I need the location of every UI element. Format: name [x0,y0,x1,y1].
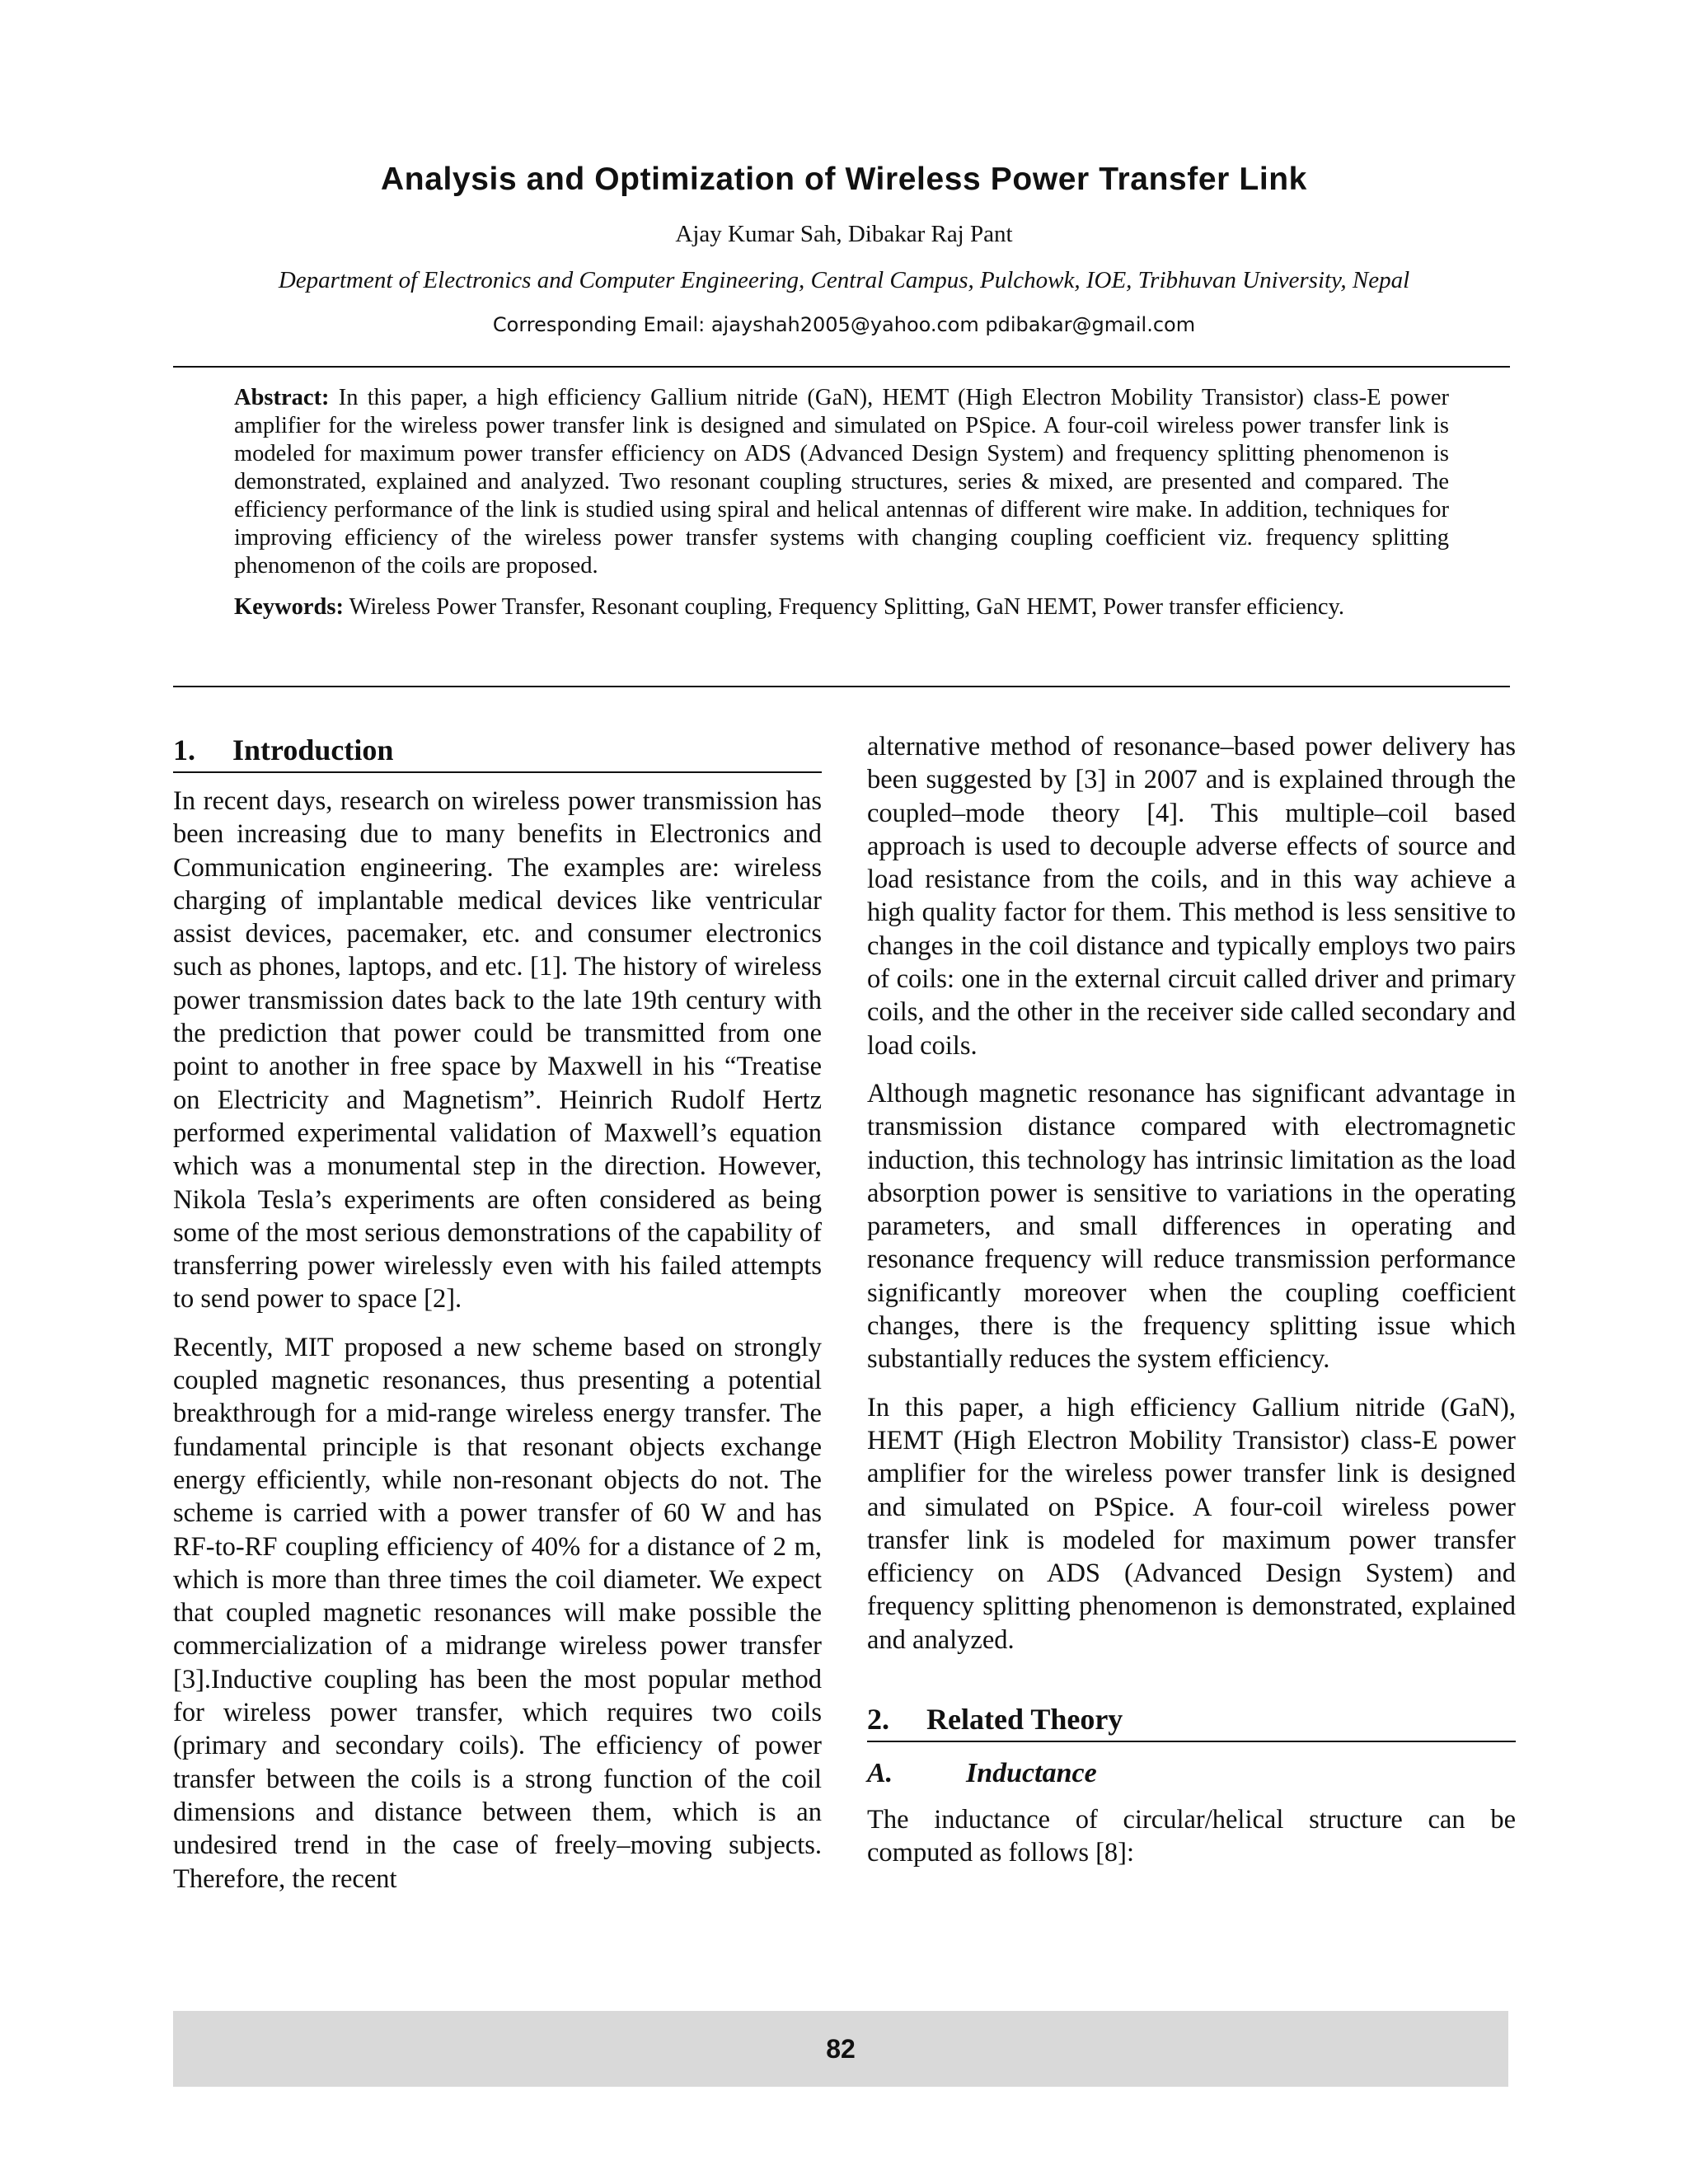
paragraph: In this paper, a high efficiency Gallium nitride (GaN), HEMT (High Electron Mobility Transistor) class-E power amplifier for the wireless power transfer link is designed and simulated on PSpice. A four-coil wireless power transfer link is modeled for maximum power transfer efficiency on ADS (Advanced Design System) and frequency splitting phenomenon is demonstrated, explained and analyzed. [867,1392,1516,1655]
subsection-heading-inductance [867,1755,1516,1792]
paper-title: Analysis and Optimization of Wireless Power Transfer Link [381,162,1307,197]
abstract-bottom-rule [173,686,1510,687]
section-number: 1. [173,733,195,766]
keywords-paragraph [234,593,1449,621]
left-column [173,732,822,1910]
right-column [867,730,1516,1885]
abstract-text: In this paper, a high efficiency Gallium nitride (GaN), HEMT (High Electron Mobility Transistor) class-E power amplifier for the wireless power transfer link is designed and simulated on PSpice. A four-coil wireless power transfer link is modeled for maximum power transfer efficiency on ADS (Advanced Design System) and frequency splitting phenomenon is demonstrated, explained and analyzed. Two resonant coupling structures, series & mixed, are presented and compared. The efficiency performance of the link is studied using spiral and helical antennas of different wire make. In addition, techniques for improving efficiency of the wireless power transfer systems with changing coupling coefficient viz. frequency splitting phenomenon of the coils are proposed. [234,385,1449,579]
keywords-text: Wireless Power Transfer, Resonant coupling, Frequency Splitting, GaN HEMT, Power transfer efficiency. [349,594,1344,620]
abstract-top-rule [173,366,1510,368]
author-list: Ajay Kumar Sah, Dibakar Raj Pant [675,221,1013,247]
abstract-label: Abstract: [234,385,330,410]
paragraph: In recent days, research on wireless power transmission has been increasing due to many benefits in Electronics and Communication engineering. The examples are: wireless charging of implantable medical devices like ventricular assist devices, pacemaker, etc. and consumer electronics such as phones, laptops, and etc. [1]. The history of wireless power transmission dates back to the late 19th century with the prediction that power could be transmitted from one point to another in free space by Maxwell in his “Treatise on Electricity and Magnetism”. Heinrich Rudolf Hertz performed experimental validation of Maxwell’s equation which was a monumental step in the direction. However, Nikola Tesla’s experiments are often considered as being some of the most serious demonstrations of the capability of transferring power wirelessly even with his failed attempts to send power to space [2]. [173,786,822,1315]
section-title: Introduction [232,733,394,766]
section-number: 2. [867,1703,889,1736]
section-spacer [867,1671,1516,1701]
page-footer [173,2011,1508,2087]
affiliation: Department of Electronics and Computer Engineering, Central Campus, Pulchowk, IOE, Tribhuvan University, Nepal [278,267,1410,293]
section-heading-introduction [173,732,822,773]
abstract-paragraph [234,384,1449,580]
section-heading-related-theory [867,1701,1516,1742]
subsection-number: A. [867,1758,893,1789]
subsection-title: Inductance [966,1758,1097,1789]
paragraph: Although magnetic resonance has significant advantage in transmission distance compared with electromagnetic induction, this technology has intrinsic limitation as the load absorption power is sensitive to variations in the operating parameters, and small differences in operating and resonance frequency will reduce transmission performance significantly moreover when the coupling coefficient changes, there is the frequency splitting issue which substantially reduces the system efficiency. [867,1078,1516,1375]
corresponding-email: Corresponding Email: ajayshah2005@yahoo.com pdibakar@gmail.com [492,313,1196,336]
keywords-label: Keywords: [234,594,344,620]
abstract-block [234,384,1449,621]
paragraph: alternative method of resonance–based power delivery has been suggested by [3] in 2007 and is explained through the coupled–mode theory [4]. This multiple–coil based approach is used to decouple adverse effects of source and load resistance from the coils, and in this way achieve a high quality factor for them. This method is less sensitive to changes in the coil distance and typically employs two pairs of coils: one in the external circuit called driver and primary coils, and the other in the receiver side called secondary and load coils. [867,732,1516,1061]
paragraph: The inductance of circular/helical structure can be computed as follows [8]: [867,1805,1516,1868]
section-title: Related Theory [926,1703,1123,1736]
paragraph: Recently, MIT proposed a new scheme based on strongly coupled magnetic resonances, thus presenting a potential breakthrough for a mid-range wireless energy transfer. The fundamental principle is that resonant objects exchange energy efficiently, while non-resonant objects do not. The scheme is carried with a power transfer of 60 W and has RF-to-RF coupling efficiency of 40% for a distance of 2 m, which is more than three times the coil diameter. We expect that coupled magnetic resonances will make possible the commercialization of a midrange wireless power transfer [3].Inductive coupling has been the most popular method for wireless power transfer, which requires two coils (primary and secondary coils). The efficiency of power transfer between the coils is a strong function of the coil dimensions and distance between them, which is an undesired trend in the case of freely–moving subjects. Therefore, the recent [173,1332,822,1894]
page-number: 82 [826,2033,856,2064]
